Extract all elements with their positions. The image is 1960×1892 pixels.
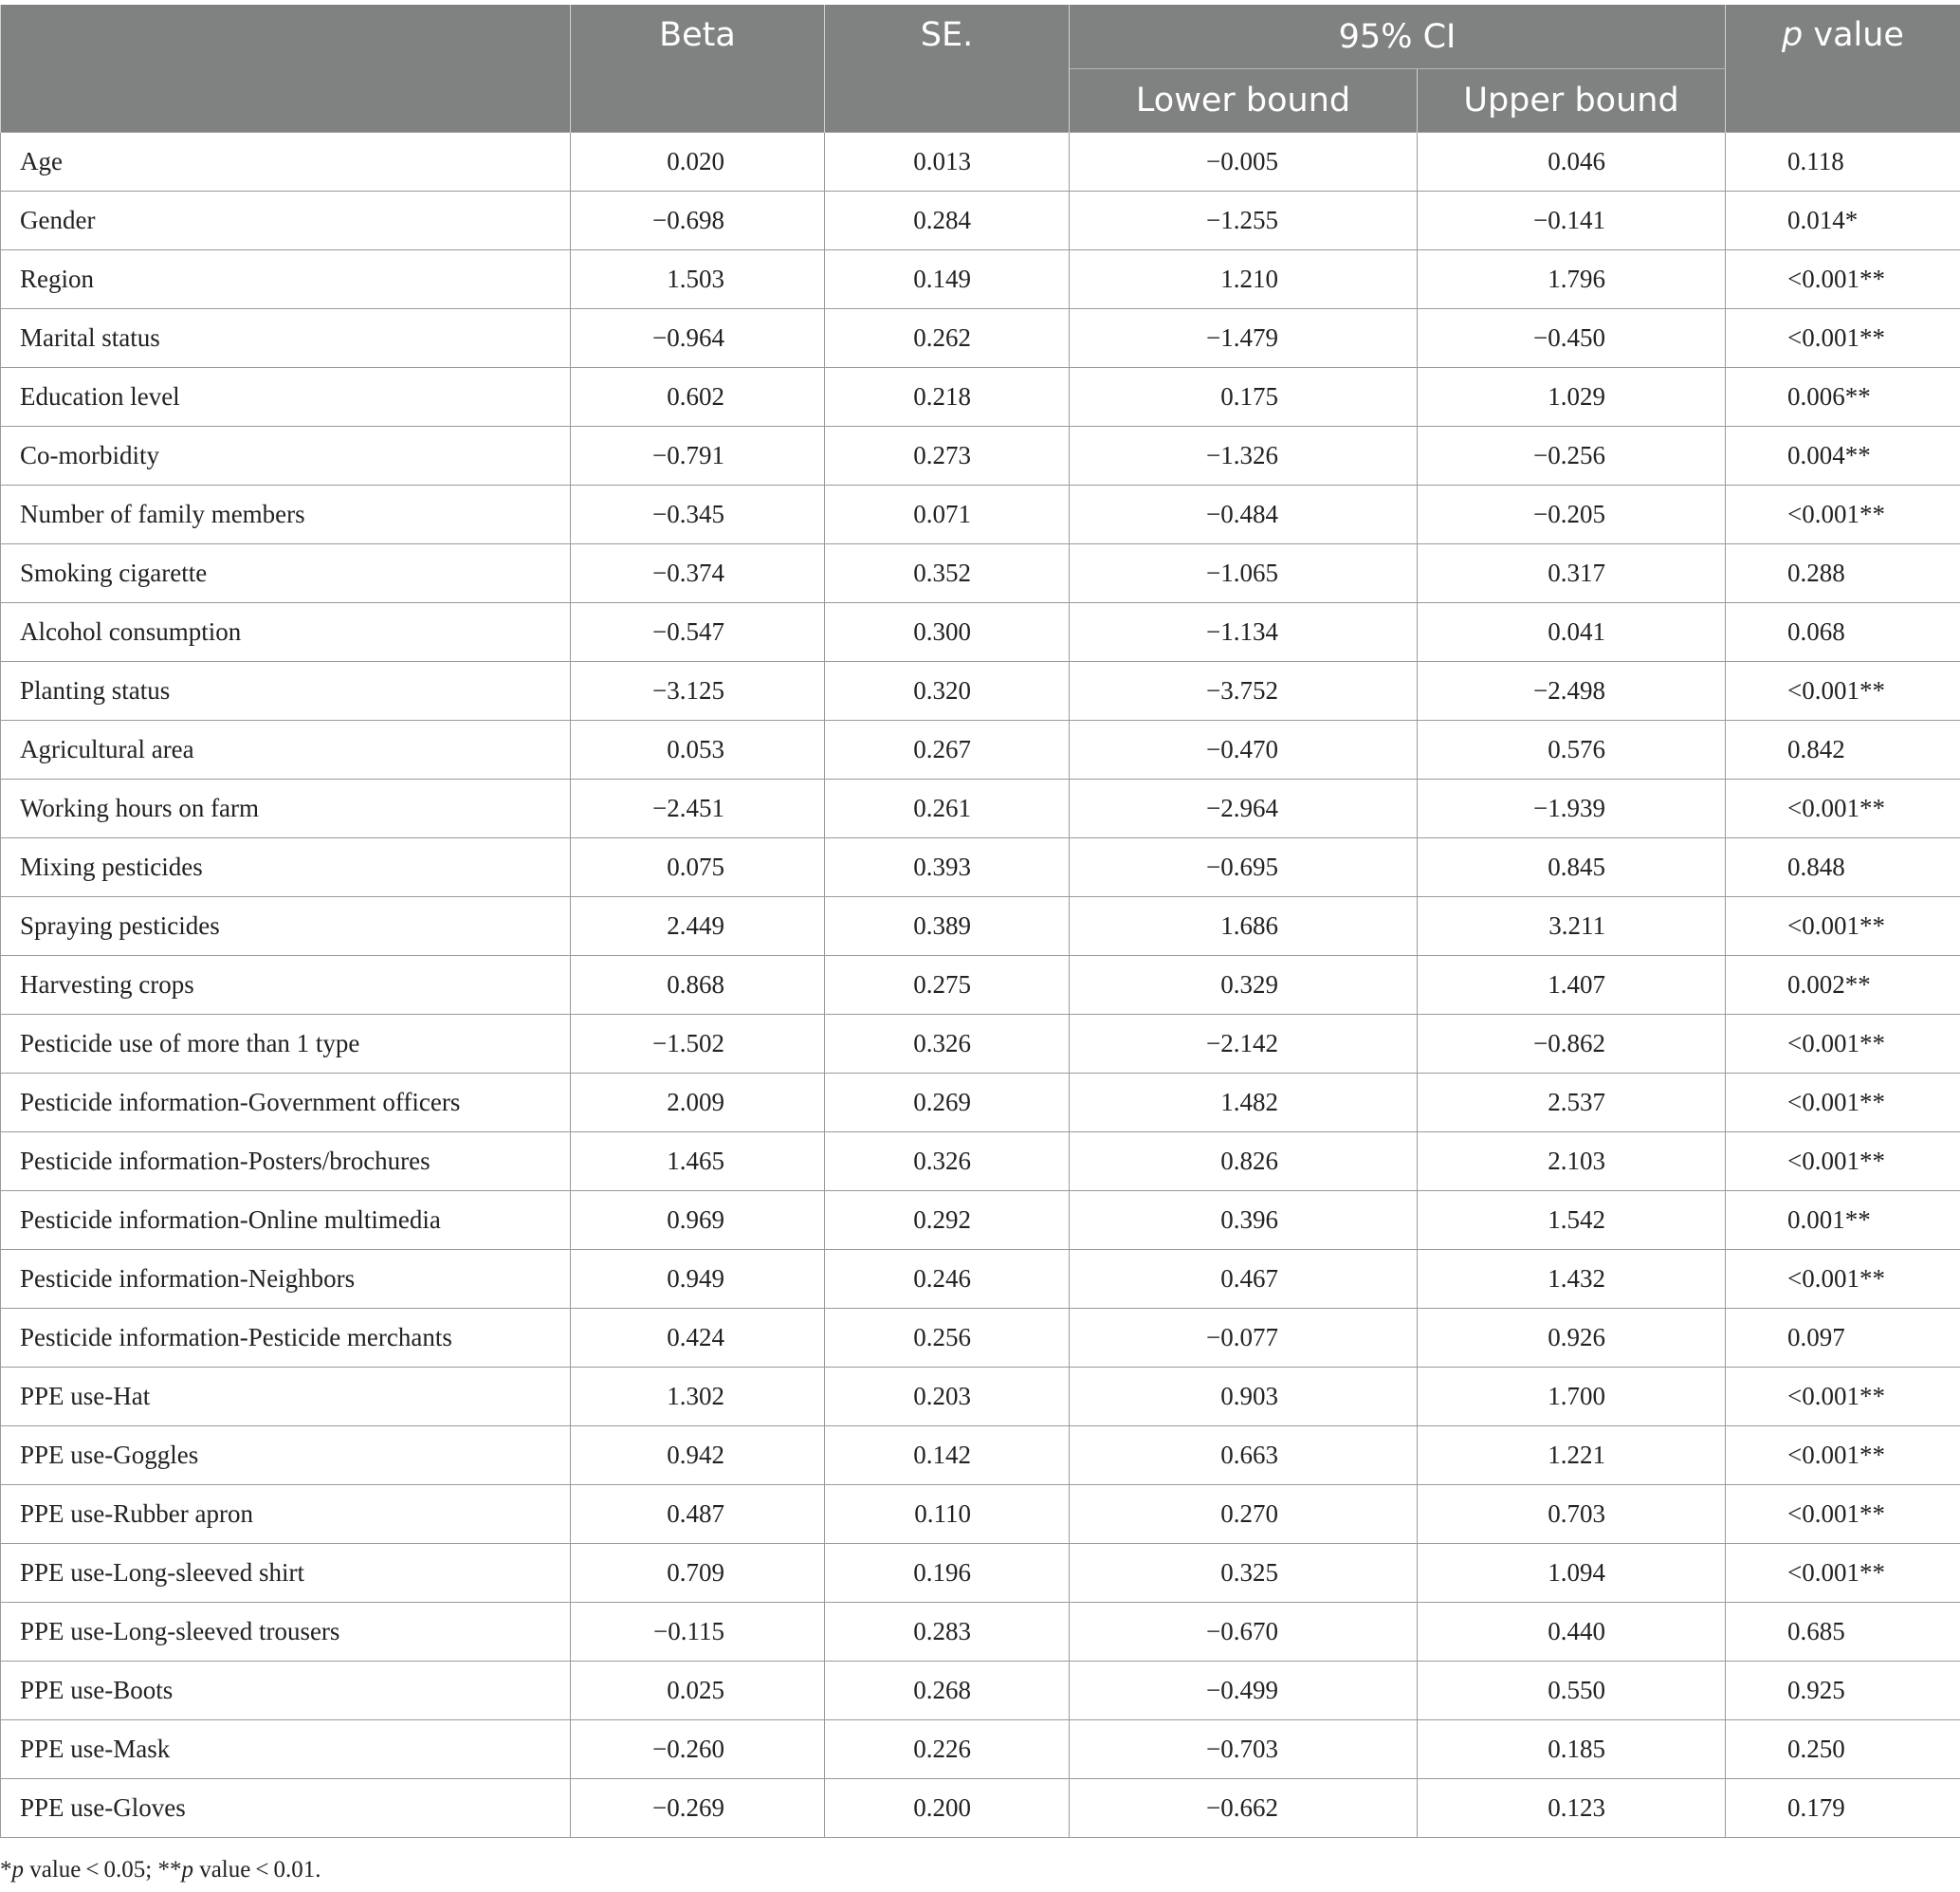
cell-upper-bound: −0.256 [1418,427,1726,486]
cell-variable: PPE use-Hat [1,1368,571,1426]
cell-p-value: 0.001** [1726,1191,1960,1250]
cell-upper-bound: 1.542 [1418,1191,1726,1250]
cell-p-value: <0.001** [1726,897,1960,956]
cell-se: 0.110 [825,1485,1070,1544]
regression-table-container [0,5,1960,1838]
table-row [1,662,1960,721]
cell-lower-bound: 1.686 [1070,897,1418,956]
cell-p-value: <0.001** [1726,1074,1960,1132]
cell-lower-bound: −0.703 [1070,1720,1418,1779]
cell-variable: Smoking cigarette [1,544,571,603]
cell-lower-bound: 0.467 [1070,1250,1418,1309]
cell-lower-bound: 1.210 [1070,250,1418,309]
cell-se: 0.389 [825,897,1070,956]
cell-variable: Agricultural area [1,721,571,780]
cell-beta: −2.451 [571,780,825,838]
table-row [1,1426,1960,1485]
footnote-p1: p [11,1857,24,1883]
table-row [1,1250,1960,1309]
table-row [1,1368,1960,1426]
cell-variable: Pesticide use of more than 1 type [1,1015,571,1074]
header-p-value [1726,5,1960,133]
cell-beta: 1.503 [571,250,825,309]
cell-p-value: <0.001** [1726,1485,1960,1544]
footnote-text1: value < 0.05; ** [24,1857,182,1883]
cell-se: 0.275 [825,956,1070,1015]
cell-p-value: 0.006** [1726,368,1960,427]
cell-beta: 0.969 [571,1191,825,1250]
cell-lower-bound: −0.005 [1070,133,1418,192]
cell-variable: PPE use-Boots [1,1662,571,1720]
table-row [1,544,1960,603]
cell-upper-bound: 0.317 [1418,544,1726,603]
cell-p-value: <0.001** [1726,1132,1960,1191]
cell-beta: 0.025 [571,1662,825,1720]
cell-variable: Age [1,133,571,192]
cell-upper-bound: 0.046 [1418,133,1726,192]
cell-lower-bound: −0.077 [1070,1309,1418,1368]
cell-lower-bound: −0.470 [1070,721,1418,780]
cell-upper-bound: 0.845 [1418,838,1726,897]
cell-variable: Spraying pesticides [1,897,571,956]
cell-lower-bound: −0.670 [1070,1603,1418,1662]
cell-upper-bound: 3.211 [1418,897,1726,956]
header-lower-bound: Lower bound [1070,69,1418,133]
cell-se: 0.273 [825,427,1070,486]
header-beta: Beta [571,5,825,133]
cell-upper-bound: −0.205 [1418,486,1726,544]
footnote-star: * [0,1857,12,1883]
cell-se: 0.071 [825,486,1070,544]
cell-lower-bound: 0.903 [1070,1368,1418,1426]
cell-se: 0.326 [825,1132,1070,1191]
cell-upper-bound: 1.432 [1418,1250,1726,1309]
cell-p-value: <0.001** [1726,1250,1960,1309]
cell-upper-bound: −0.450 [1418,309,1726,368]
cell-variable: PPE use-Mask [1,1720,571,1779]
cell-upper-bound: 1.700 [1418,1368,1726,1426]
table-row [1,897,1960,956]
cell-p-value: 0.842 [1726,721,1960,780]
cell-se: 0.292 [825,1191,1070,1250]
cell-upper-bound: −0.141 [1418,192,1726,250]
header-upper-bound: Upper bound [1418,69,1726,133]
cell-beta: 0.075 [571,838,825,897]
cell-beta: −0.345 [571,486,825,544]
cell-variable: Pesticide information-Posters/brochures [1,1132,571,1191]
cell-p-value: 0.002** [1726,956,1960,1015]
cell-se: 0.149 [825,250,1070,309]
cell-p-value: <0.001** [1726,1426,1960,1485]
footnote-text2: value < 0.01. [192,1857,321,1883]
cell-se: 0.352 [825,544,1070,603]
cell-upper-bound: 0.550 [1418,1662,1726,1720]
cell-variable: Alcohol consumption [1,603,571,662]
cell-beta: 2.449 [571,897,825,956]
cell-variable: Pesticide information-Online multimedia [1,1191,571,1250]
cell-variable: PPE use-Long-sleeved trousers [1,1603,571,1662]
cell-se: 0.283 [825,1603,1070,1662]
cell-upper-bound: 0.041 [1418,603,1726,662]
table-row [1,192,1960,250]
cell-lower-bound: −2.142 [1070,1015,1418,1074]
table-header [1,5,1960,133]
table-row [1,603,1960,662]
cell-upper-bound: 0.926 [1418,1309,1726,1368]
cell-p-value: <0.001** [1726,309,1960,368]
cell-variable: Harvesting crops [1,956,571,1015]
table-row [1,1603,1960,1662]
cell-lower-bound: −1.134 [1070,603,1418,662]
cell-variable: Region [1,250,571,309]
table-row [1,1779,1960,1838]
cell-se: 0.320 [825,662,1070,721]
cell-p-value: <0.001** [1726,1015,1960,1074]
cell-se: 0.200 [825,1779,1070,1838]
cell-lower-bound: −1.255 [1070,192,1418,250]
cell-upper-bound: 1.407 [1418,956,1726,1015]
cell-lower-bound: 0.396 [1070,1191,1418,1250]
cell-lower-bound: −1.065 [1070,544,1418,603]
table-body [1,133,1960,1838]
cell-upper-bound: 0.185 [1418,1720,1726,1779]
cell-variable: Planting status [1,662,571,721]
cell-lower-bound: 0.826 [1070,1132,1418,1191]
cell-upper-bound: 1.029 [1418,368,1726,427]
cell-beta: 0.602 [571,368,825,427]
cell-se: 0.246 [825,1250,1070,1309]
cell-upper-bound: 2.537 [1418,1074,1726,1132]
cell-lower-bound: −1.479 [1070,309,1418,368]
cell-beta: 0.949 [571,1250,825,1309]
table-row [1,1720,1960,1779]
table-row [1,486,1960,544]
cell-beta: −0.115 [571,1603,825,1662]
cell-beta: −0.269 [571,1779,825,1838]
cell-lower-bound: −0.695 [1070,838,1418,897]
cell-upper-bound: 2.103 [1418,1132,1726,1191]
cell-variable: PPE use-Long-sleeved shirt [1,1544,571,1603]
cell-se: 0.267 [825,721,1070,780]
cell-upper-bound: 0.576 [1418,721,1726,780]
cell-variable: Gender [1,192,571,250]
cell-p-value: <0.001** [1726,780,1960,838]
table-row [1,1309,1960,1368]
cell-p-value: 0.685 [1726,1603,1960,1662]
cell-lower-bound: 0.329 [1070,956,1418,1015]
cell-lower-bound: −3.752 [1070,662,1418,721]
cell-p-value: <0.001** [1726,662,1960,721]
table-row [1,1015,1960,1074]
cell-lower-bound: 0.663 [1070,1426,1418,1485]
cell-variable: Pesticide information-Neighbors [1,1250,571,1309]
cell-se: 0.326 [825,1015,1070,1074]
cell-se: 0.013 [825,133,1070,192]
cell-se: 0.300 [825,603,1070,662]
cell-beta: 0.942 [571,1426,825,1485]
cell-beta: 0.487 [571,1485,825,1544]
table-footnote [0,1857,321,1883]
table-row [1,309,1960,368]
cell-se: 0.268 [825,1662,1070,1720]
cell-p-value: 0.925 [1726,1662,1960,1720]
cell-p-value: 0.179 [1726,1779,1960,1838]
cell-variable: PPE use-Rubber apron [1,1485,571,1544]
table-row [1,721,1960,780]
cell-p-value: <0.001** [1726,1544,1960,1603]
cell-upper-bound: 0.440 [1418,1603,1726,1662]
cell-upper-bound: 1.221 [1418,1426,1726,1485]
cell-upper-bound: 1.796 [1418,250,1726,309]
cell-lower-bound: 1.482 [1070,1074,1418,1132]
cell-variable: PPE use-Gloves [1,1779,571,1838]
table-row [1,1191,1960,1250]
cell-se: 0.142 [825,1426,1070,1485]
cell-beta: 0.424 [571,1309,825,1368]
cell-beta: 0.709 [571,1544,825,1603]
cell-p-value: 0.848 [1726,838,1960,897]
cell-beta: −0.374 [571,544,825,603]
cell-p-value: 0.004** [1726,427,1960,486]
cell-p-value: 0.250 [1726,1720,1960,1779]
cell-variable: PPE use-Goggles [1,1426,571,1485]
cell-beta: −0.547 [571,603,825,662]
cell-se: 0.393 [825,838,1070,897]
cell-lower-bound: −0.484 [1070,486,1418,544]
table-row [1,838,1960,897]
cell-p-value: 0.097 [1726,1309,1960,1368]
cell-se: 0.269 [825,1074,1070,1132]
table-row [1,1544,1960,1603]
cell-lower-bound: 0.325 [1070,1544,1418,1603]
cell-beta: −0.698 [571,192,825,250]
cell-upper-bound: 0.703 [1418,1485,1726,1544]
cell-lower-bound: 0.175 [1070,368,1418,427]
cell-p-value: 0.014* [1726,192,1960,250]
table-row [1,250,1960,309]
cell-beta: 1.465 [571,1132,825,1191]
table-row [1,1485,1960,1544]
cell-beta: 2.009 [571,1074,825,1132]
cell-se: 0.226 [825,1720,1070,1779]
cell-beta: 1.302 [571,1368,825,1426]
cell-p-value: 0.288 [1726,544,1960,603]
cell-p-value: <0.001** [1726,486,1960,544]
footnote-p2: p [181,1857,193,1883]
cell-beta: −1.502 [571,1015,825,1074]
cell-beta: −0.260 [571,1720,825,1779]
cell-upper-bound: −0.862 [1418,1015,1726,1074]
cell-beta: −0.791 [571,427,825,486]
cell-upper-bound: −2.498 [1418,662,1726,721]
cell-variable: Mixing pesticides [1,838,571,897]
cell-se: 0.203 [825,1368,1070,1426]
cell-beta: −0.964 [571,309,825,368]
cell-upper-bound: −1.939 [1418,780,1726,838]
cell-beta: 0.053 [571,721,825,780]
cell-lower-bound: −0.499 [1070,1662,1418,1720]
cell-beta: −3.125 [571,662,825,721]
table-row [1,780,1960,838]
regression-table [0,5,1960,1838]
cell-upper-bound: 1.094 [1418,1544,1726,1603]
cell-upper-bound: 0.123 [1418,1779,1726,1838]
cell-se: 0.262 [825,309,1070,368]
cell-se: 0.261 [825,780,1070,838]
cell-beta: 0.868 [571,956,825,1015]
cell-lower-bound: 0.270 [1070,1485,1418,1544]
header-p-rest: value [1803,16,1904,54]
header-variable [1,5,571,133]
cell-lower-bound: −1.326 [1070,427,1418,486]
table-row [1,1074,1960,1132]
cell-p-value: 0.068 [1726,603,1960,662]
cell-se: 0.218 [825,368,1070,427]
header-p-italic: p [1782,16,1804,54]
cell-variable: Marital status [1,309,571,368]
table-row [1,956,1960,1015]
cell-variable: Pesticide information-Government officers [1,1074,571,1132]
table-row [1,1132,1960,1191]
cell-p-value: <0.001** [1726,1368,1960,1426]
table-row [1,427,1960,486]
cell-variable: Education level [1,368,571,427]
table-row [1,133,1960,192]
cell-p-value: <0.001** [1726,250,1960,309]
header-95-ci: 95% CI [1070,5,1726,69]
cell-se: 0.284 [825,192,1070,250]
cell-beta: 0.020 [571,133,825,192]
cell-variable: Working hours on farm [1,780,571,838]
table-row [1,1662,1960,1720]
cell-lower-bound: −0.662 [1070,1779,1418,1838]
cell-lower-bound: −2.964 [1070,780,1418,838]
cell-variable: Number of family members [1,486,571,544]
table-row [1,368,1960,427]
cell-variable: Co-morbidity [1,427,571,486]
cell-variable: Pesticide information-Pesticide merchants [1,1309,571,1368]
header-se: SE. [825,5,1070,133]
cell-se: 0.256 [825,1309,1070,1368]
cell-p-value: 0.118 [1726,133,1960,192]
cell-se: 0.196 [825,1544,1070,1603]
